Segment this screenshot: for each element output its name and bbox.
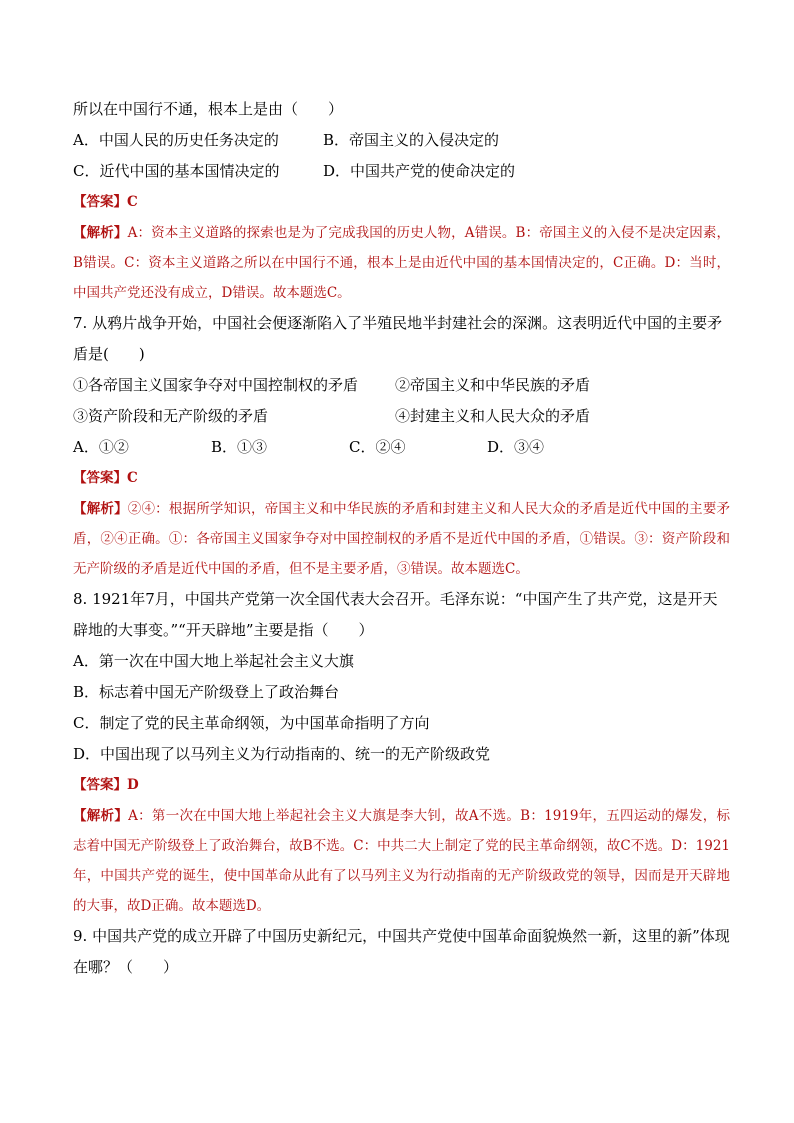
q6-option-c: C．近代中国的基本国情决定的	[73, 162, 280, 180]
q7-stem: 7. 从鸦片战争开始，中国社会便逐渐陷入了半殖民地半封建社会的深渊。这表明近代中国的主要矛盾是( )	[73, 314, 723, 363]
q8-stem: 8. 1921年7月，中国共产党第一次全国代表大会召开。毛泽东说：“中国产生了共产党，这是开天辟地的大事变。”“开天辟地”主要是指（ ）	[73, 590, 718, 639]
q6-option-d: D．中国共产党的使命决定的	[323, 162, 516, 180]
q9-stem: 9. 中国共产党的成立开辟了中国历史新纪元，中国共产党使中国革命面貌焕然一新，这里的新”体现在哪？（ ）	[73, 927, 730, 976]
q6-stem-tail: 所以在中国行不通，根本上是由（ ）	[73, 100, 344, 118]
q7-analysis-text: ②④：根据所学知识，帝国主义和中华民族的矛盾和封建主义和人民大众的矛盾是近代中国的主要矛盾，②④正确。①：各帝国主义国家争夺对中国控制权的矛盾不是近代中国的矛盾，①错误。③：资产阶段和无产阶级的矛盾是近代中国的矛盾，但不是主要矛盾，③错误。故本题选C。	[73, 501, 731, 577]
q7-item-3: ③资产阶段和无产阶级的矛盾	[73, 407, 269, 425]
q7-options-row	[73, 432, 730, 463]
q6-answer-tag: 【答案】	[73, 194, 127, 210]
q7-item-4: ④封建主义和人民大众的矛盾	[395, 407, 591, 425]
q8-option-c: C．制定了党的民主革命纲领，为中国革命指明了方向	[73, 714, 430, 732]
q7-answer-value: C	[127, 470, 138, 486]
q7-analysis-tag: 【解析】	[73, 501, 128, 517]
q6-options-row-2	[73, 156, 730, 187]
q6-analysis	[73, 218, 730, 308]
q7-item-2: ②帝国主义和中华民族的矛盾	[395, 376, 591, 394]
q8-answer-value: D	[127, 777, 139, 793]
q7-option-c: C．②④	[349, 438, 406, 456]
q8-answer-tag: 【答案】	[73, 777, 127, 793]
q8-analysis-text: A：第一次在中国大地上举起社会主义大旗是李大钊，故A不选。B：1919年，五四运动的爆发，标志着中国无产阶级登上了政治舞台，故B不选。C：中共二大上制定了党的民主革命纲领，故C不选。D：1921年，中国共产党的诞生，使中国革命从此有了以马列主义为行动指南的无产阶级政党的领导，因而是开天辟地的大事，故D正确。故本题选D。	[73, 808, 730, 914]
q7-item-1: ①各帝国主义国家争夺对中国控制权的矛盾	[73, 376, 359, 394]
q6-answer	[73, 187, 730, 218]
q6-answer-value: C	[127, 194, 138, 210]
q7-option-a: A．①②	[73, 438, 129, 456]
q7-option-b: B．①③	[211, 438, 268, 456]
q7-option-d: D．③④	[487, 438, 545, 456]
q7-answer	[73, 463, 730, 494]
q8-option-d: D．中国出现了以马列主义为行动指南的、统一的无产阶级政党	[73, 745, 491, 763]
q6-options-row-1	[73, 125, 730, 156]
q8-answer	[73, 770, 730, 801]
q7-items-row-2	[73, 401, 730, 432]
q6-analysis-tag: 【解析】	[73, 225, 128, 241]
q7-answer-tag: 【答案】	[73, 470, 127, 486]
q7-analysis	[73, 494, 730, 584]
q8-analysis	[73, 801, 730, 921]
q8-option-b: B．标志着中国无产阶级登上了政治舞台	[73, 683, 340, 701]
q6-option-a: A．中国人民的历史任务决定的	[73, 131, 279, 149]
q8-option-a: A．第一次在中国大地上举起社会主义大旗	[73, 652, 354, 670]
q6-analysis-text: A：资本主义道路的探索也是为了完成我国的历史人物，A错误。B：帝国主义的入侵不是决定因素，B错误。C：资本主义道路之所以在中国行不通，根本上是由近代中国的基本国情决定的，C正确。D：当时，中国共产党还没有成立，D错误。故本题选C。	[73, 225, 731, 301]
q6-option-b: B．帝国主义的入侵决定的	[323, 131, 500, 149]
q7-items-row-1	[73, 370, 730, 401]
q8-analysis-tag: 【解析】	[73, 808, 129, 824]
